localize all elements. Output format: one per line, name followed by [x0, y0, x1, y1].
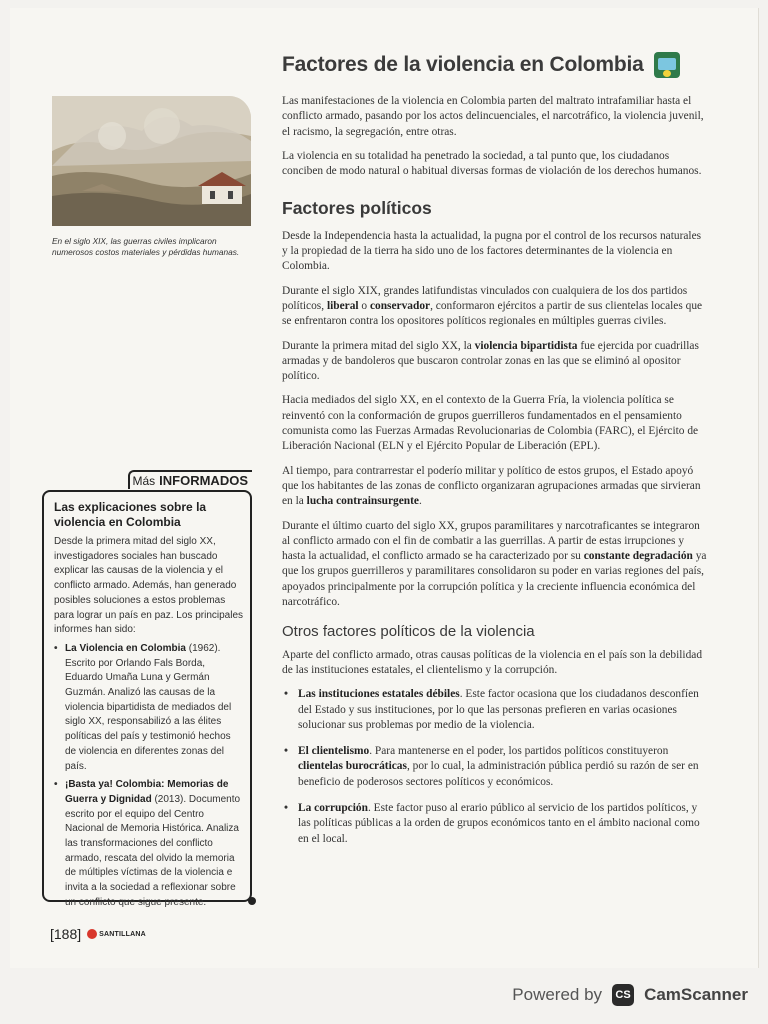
page-footer	[50, 926, 146, 942]
paragraph: Durante el siglo XIX, grandes latifundistas vinculados con cualquiera de los dos partidos políticos, liberal o conservador, conformaron ejércitos a partir de sus clientelas locales que se enfrentaron contra los opositores políticos regionales en múltiples guerras civiles.	[282, 284, 703, 328]
list-item: • El clientelismo. Para mantenerse en el poder, los partidos políticos constituyeron clientelas burocráticas, por lo cual, la administración pública perdió su razón de ser en beneficio de poderosos sectores políticos y económicos.	[282, 744, 708, 790]
box-list	[54, 642, 244, 911]
corner-dot	[248, 897, 256, 905]
paragraph: Aparte del conflicto armado, otras causas políticas de la violencia en el país son la debilidad de las instituciones estatales, el clientelismo y la corrupción.	[282, 648, 703, 676]
camscanner-logo-icon: CS	[612, 984, 634, 1006]
factors-list	[282, 687, 708, 847]
publisher-logo	[87, 929, 146, 939]
mas-prefix: Más	[132, 473, 156, 488]
list-item	[54, 778, 244, 910]
page-title	[282, 50, 708, 80]
civil-war-painting	[52, 96, 251, 226]
item-text: (1962). Escrito por Orlando Fals Borda, Eduardo Umaña Luna y Germán Guzmán. Analizó las causas de la violencia bipartidista de mediados del siglo XX, responsabilizó a las élites políticas del país y testimonió hechos de violencia en diferentes zonas del país.	[65, 642, 232, 772]
subsection-heading: Otros factores políticos de la violencia	[282, 623, 535, 641]
paragraph: Al tiempo, para contrarrestar el poderío militar y político de estos grupos, el Estado apoyó que los habitantes de las zonas de conflicto organizaran agrupaciones armadas que sirvieran en la lucha contrainsurgente.	[282, 464, 701, 508]
paragraph: Hacia mediados del siglo XX, en el contexto de la Guerra Fría, la violencia política se reinventó con la conformación de grupos guerrilleros fundamentados en el pensamiento comunista como las Fuerzas Armadas Revolucionarias de Colombia (FARC), el Ejército de Liberación Nacional (ELN y el Ejército Popular de Liberación (EPL).	[282, 394, 699, 453]
publisher-swirl-icon	[87, 929, 97, 939]
intro-paragraph: Las manifestaciones de la violencia en Colombia parten del maltrato intrafamiliar hasta el conflicto armado, pasando por los actos delincuenciales, el narcotráfico, la violencia juvenil, el racismo, la segregación, entre otras.	[282, 95, 704, 138]
mas-informados-label	[128, 470, 252, 489]
camscanner-name: CamScanner	[644, 985, 748, 1004]
item-bold: La Violencia en Colombia	[65, 642, 186, 654]
mas-strong: INFORMADOS	[159, 473, 248, 488]
publisher-name: SANTILLANA	[99, 930, 146, 938]
list-item	[54, 642, 244, 774]
main-column	[282, 50, 708, 858]
scanner-watermark	[512, 984, 748, 1006]
paragraph: Desde la Independencia hasta la actualidad, la pugna por el control de los recursos naturales y la propiedad de la tierra ha sido uno de los factores determinantes de la violencia en Colombia.	[282, 229, 702, 273]
list-item: • La corrupción. Este factor puso al erario público al servicio de los partidos políticos, y las políticas públicas a la orden de grupos económicos tanto en el ámbito nacional como en el local.	[282, 801, 708, 847]
page-number: [188]	[50, 926, 82, 942]
photo-caption: En el siglo XIX, las guerras civiles implicaron numerosos costos materiales y pérdidas humanas.	[52, 236, 240, 257]
powered-by-text: Powered by	[512, 985, 603, 1004]
paragraph: Durante el último cuarto del siglo XX, grupos paramilitares y narcotraficantes se integraron al conflicto armado con el fin de combatir a las guerrillas. A partir de estas irrupciones y hasta la actualidad, el conflicto armado se ha caracterizado por su constante degradación ya que los grupos guerrilleros y paramilitares consolidaron su poder en varias regiones del país, apoyados principalmente por la corrupción política y la creciente influencia económica del narcotráfico.	[282, 519, 707, 609]
box-title: Las explicaciones sobre la violencia en Colombia	[54, 500, 207, 529]
page-title-text: Factores de la violencia en Colombia	[282, 53, 644, 77]
paragraph: Durante la primera mitad del siglo XX, la violencia bipartidista fue ejercida por cuadrillas armadas y de bandoleros que buscaron controlar zonas en las que se eliminó al opositor político.	[282, 339, 699, 383]
section-heading: Factores políticos	[282, 198, 432, 219]
intro-paragraph: La violencia en su totalidad ha penetrado la sociedad, a tal punto que, los ciudadanos conciben de modo natural o habitual diversas formas de violación de los derechos humanos.	[282, 149, 702, 178]
box-intro: Desde la primera mitad del siglo XX, investigadores sociales han buscado explicar las causas de la violencia y el conflicto armado. Además, han generado posibles soluciones a estos problemas para lograr un país en paz. Los principales informes han sido:	[54, 536, 244, 636]
competencies-badge-icon	[650, 50, 684, 80]
item-bold: ¡Basta ya! Colombia: Memorias de Guerra y Dignidad	[65, 779, 229, 805]
item-text: (2013). Documento escrito por el equipo del Centro Nacional de Memoria Histórica. Analiza las transformaciones del conflicto armado, rescata del olvido la memoria de múltiples víctimas de la violencia e invita a la sociedad a reflexionar sobre un conflicto que sigue presente.	[65, 793, 241, 908]
info-box	[42, 490, 252, 908]
list-item: • Las instituciones estatales débiles. Este factor ocasiona que los ciudadanos desconfíen del Estado y sus instituciones, por lo que las personas prefieren en varias ocasiones solucionar sus problemas por medio de la violencia.	[282, 687, 708, 733]
